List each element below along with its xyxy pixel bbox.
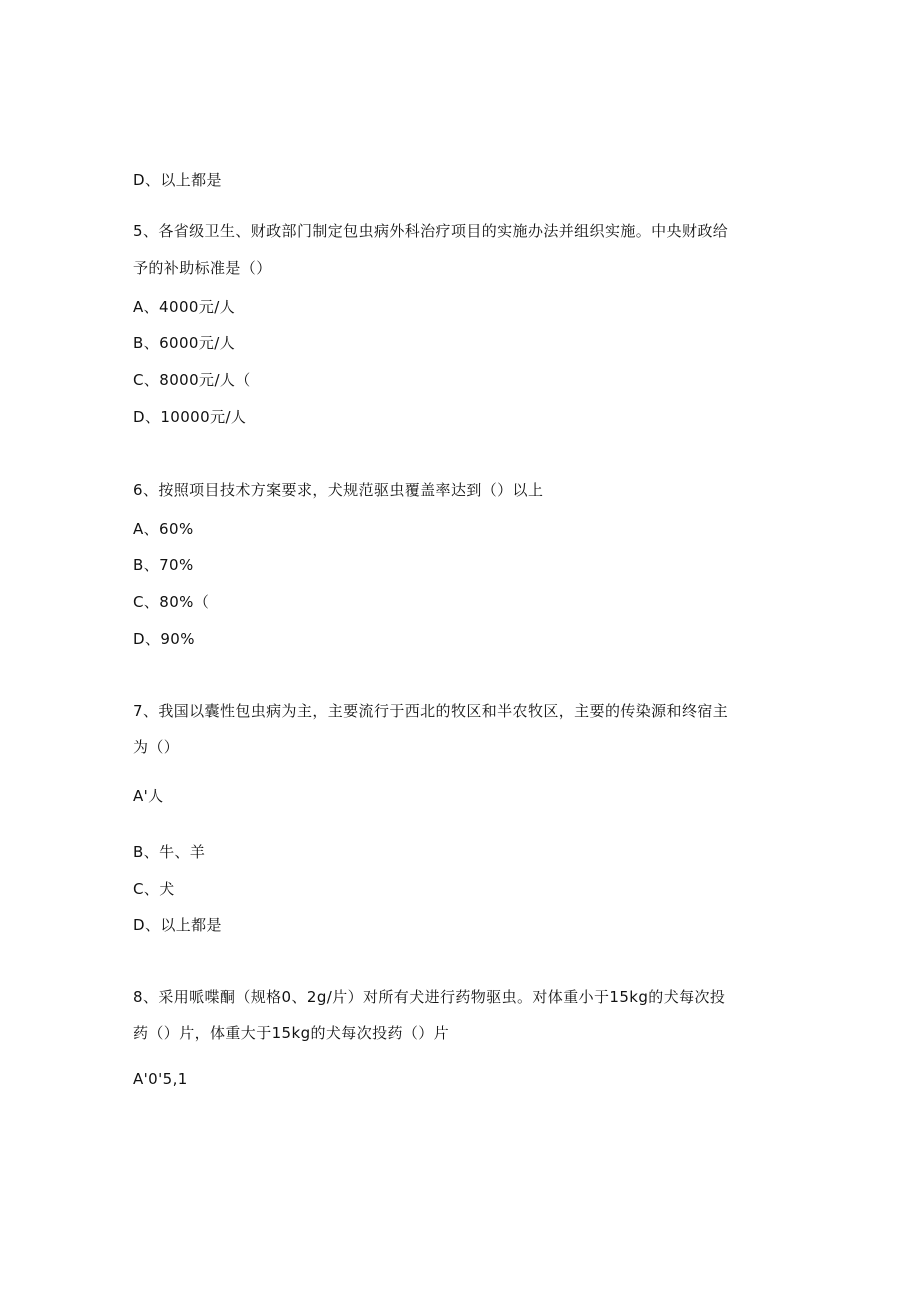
question-5-text-line1: 5、各省级卫生、财政部门制定包虫病外科治疗项目的实施办法并组织实施。中央财政给 xyxy=(133,222,729,240)
question-6-option-c: C、80%（ xyxy=(133,593,210,611)
question-6-option-a: A、60% xyxy=(133,520,194,538)
question-7-text-line1: 7、我国以囊性包虫病为主，主要流行于西北的牧区和半农牧区，主要的传染源和终宿主 xyxy=(133,702,729,720)
question-7-option-c: C、犬 xyxy=(133,880,175,898)
question-5-option-d: D、10000元/人 xyxy=(133,408,247,426)
question-5-option-c: C、8000元/人（ xyxy=(133,371,251,389)
question-7-text-line2: 为（） xyxy=(133,738,180,756)
question-7-option-a: A'人 xyxy=(133,787,164,805)
question-5-option-b: B、6000元/人 xyxy=(133,334,236,352)
question-8-text-line1: 8、采用哌喋酮（规格0、2g/片）对所有犬进行药物驱虫。对体重小于15kg的犬每次投 xyxy=(133,988,726,1006)
prev-option-d: D、以上都是 xyxy=(133,171,222,189)
question-7-option-d: D、以上都是 xyxy=(133,916,222,934)
question-7-option-b: B、牛、羊 xyxy=(133,843,206,861)
question-8-option-a: A'0'5,1 xyxy=(133,1070,188,1088)
question-6-text-line1: 6、按照项目技术方案要求，犬规范驱虫覆盖率达到（）以上 xyxy=(133,481,544,499)
question-8-text-line2: 药（）片，体重大于15kg的犬每次投药（）片 xyxy=(133,1024,450,1042)
question-5-text-line2: 予的补助标准是（） xyxy=(133,259,272,277)
question-6-option-d: D、90% xyxy=(133,630,195,648)
question-6-option-b: B、70% xyxy=(133,556,194,574)
question-5-option-a: A、4000元/人 xyxy=(133,298,236,316)
